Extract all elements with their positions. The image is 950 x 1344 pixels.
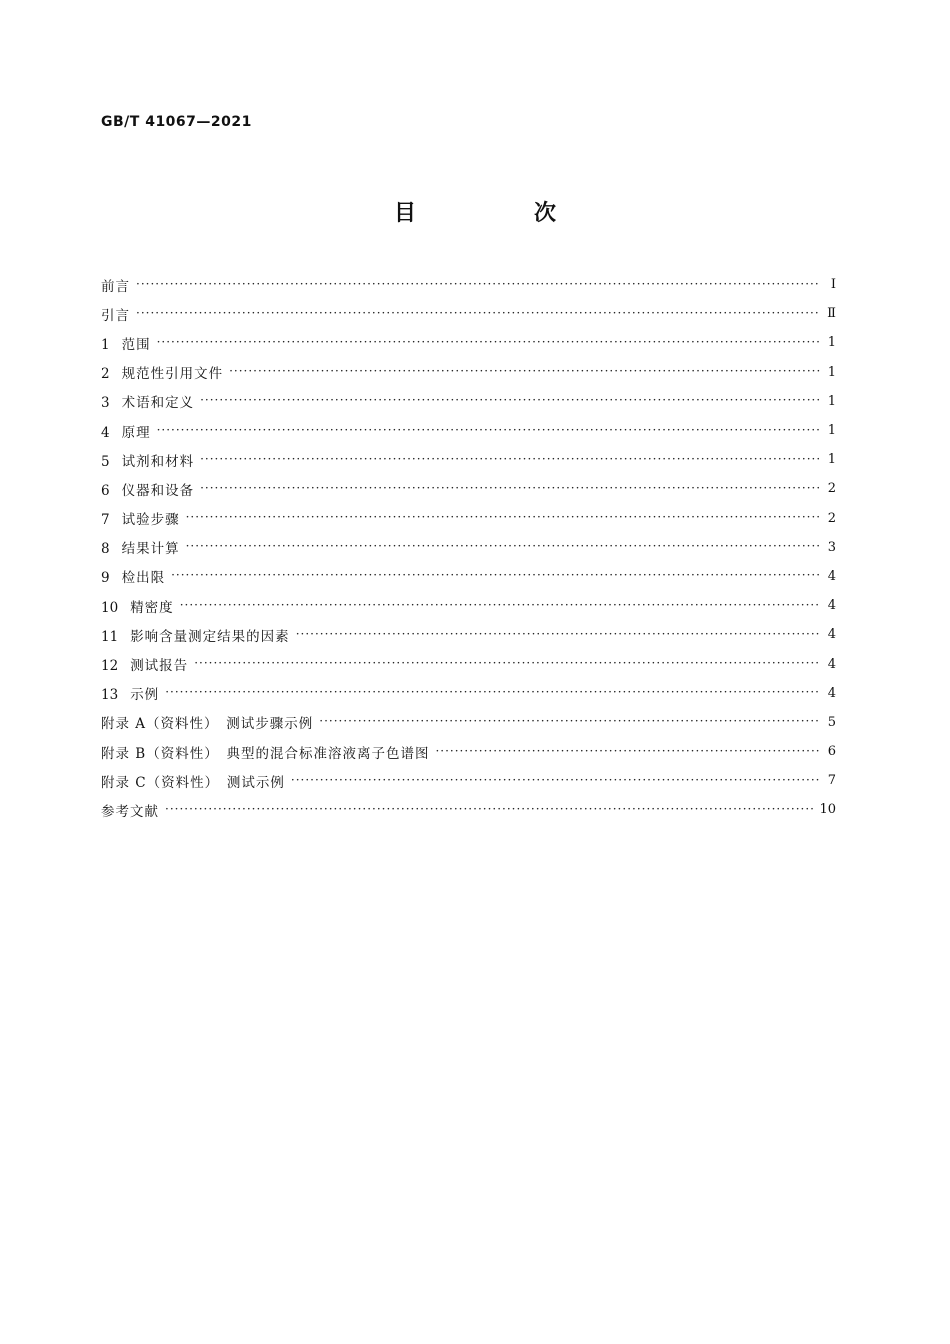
- toc-entry-label: [101, 654, 188, 674]
- toc-entry[interactable]: [101, 679, 836, 708]
- toc-entry-page: 10: [819, 802, 836, 818]
- toc-entry-number: 12: [101, 658, 119, 675]
- toc-entry-page: 1: [827, 335, 836, 351]
- page-title: 目 次: [393, 201, 604, 226]
- toc-entry-page: 7: [827, 773, 836, 789]
- toc-entry-label: [101, 625, 290, 645]
- toc-entry[interactable]: [101, 737, 836, 766]
- toc-entry-number: 2: [101, 366, 110, 383]
- toc-dot-leader: [186, 539, 820, 555]
- toc-entry-label: [101, 333, 151, 353]
- toc-entry-text: 范围: [121, 336, 151, 353]
- toc-dot-leader: [296, 627, 820, 643]
- toc-entry[interactable]: [101, 649, 836, 678]
- toc-entry[interactable]: [101, 474, 836, 503]
- toc-dot-leader: [180, 598, 820, 614]
- toc-entry-page: Ⅰ: [830, 277, 836, 293]
- toc-dot-leader: [165, 802, 813, 818]
- toc-entry-label: [101, 391, 194, 411]
- toc-entry-label: [101, 683, 159, 703]
- toc-entry[interactable]: [101, 445, 836, 474]
- toc-entry-text: 前言: [101, 278, 130, 295]
- toc-entry-label: [101, 421, 151, 441]
- toc-entry[interactable]: [101, 328, 836, 357]
- toc-entry[interactable]: [101, 358, 836, 387]
- toc-entry[interactable]: [101, 708, 836, 737]
- toc-entry-label: [101, 712, 313, 732]
- toc-entry-text: 影响含量测定结果的因素: [130, 628, 290, 645]
- toc-dot-leader: [200, 393, 820, 409]
- toc-dot-leader: [165, 685, 820, 701]
- toc-entry-label: [101, 742, 429, 762]
- toc-dot-leader: [136, 306, 820, 322]
- toc-entry-label: [101, 537, 180, 557]
- toc-entry-number: 4: [101, 424, 110, 441]
- table-of-contents: [101, 270, 836, 825]
- toc-entry-number: 5: [101, 453, 110, 470]
- toc-entry-label: [101, 508, 180, 528]
- toc-entry-label: [101, 479, 194, 499]
- toc-entry-text: 结果计算: [121, 541, 180, 558]
- toc-entry-page: 3: [827, 539, 836, 555]
- toc-dot-leader: [200, 481, 820, 497]
- toc-entry-page: 1: [827, 364, 836, 380]
- toc-entry-text: 术语和定义: [121, 395, 195, 412]
- toc-dot-leader: [200, 452, 820, 468]
- toc-entry[interactable]: [101, 270, 836, 299]
- toc-entry-text: 测试报告: [130, 658, 189, 675]
- toc-entry-number: 7: [101, 512, 110, 529]
- toc-entry-page: 4: [827, 627, 836, 643]
- toc-entry-text: 精密度: [130, 599, 174, 616]
- toc-entry-label: [101, 800, 159, 820]
- toc-entry[interactable]: [101, 504, 836, 533]
- toc-entry-page: 1: [827, 452, 836, 468]
- toc-entry-label: [101, 275, 130, 295]
- toc-entry-number: 3: [101, 395, 110, 412]
- toc-entry[interactable]: [101, 387, 836, 416]
- toc-entry-text: 检出限: [121, 570, 166, 587]
- toc-entry[interactable]: [101, 591, 836, 620]
- toc-entry-number: 6: [101, 482, 110, 499]
- standard-code: GB/T 41067—2021: [101, 114, 252, 130]
- toc-entry-text: 试剂和材料: [121, 453, 195, 470]
- toc-dot-leader: [229, 364, 820, 380]
- toc-entry-text: 附录 A（资料性） 测试步骤示例: [101, 716, 314, 733]
- toc-entry-page: 2: [827, 481, 836, 497]
- toc-dot-leader: [291, 773, 820, 789]
- toc-entry[interactable]: [101, 416, 836, 445]
- toc-entry-page: 4: [827, 685, 836, 701]
- toc-entry-number: 10: [101, 599, 119, 616]
- toc-dot-leader: [136, 277, 820, 293]
- toc-entry[interactable]: [101, 795, 836, 824]
- toc-dot-leader: [157, 423, 820, 439]
- toc-entry-label: [101, 596, 174, 616]
- toc-entry-text: 试验步骤: [121, 512, 180, 529]
- toc-entry-text: 规范性引用文件: [121, 366, 224, 383]
- toc-entry-page: 1: [827, 423, 836, 439]
- toc-entry-page: 4: [827, 598, 836, 614]
- toc-entry-number: 13: [101, 687, 119, 704]
- toc-entry-text: 仪器和设备: [121, 482, 195, 499]
- toc-entry[interactable]: [101, 620, 836, 649]
- toc-entry-number: 11: [101, 628, 119, 645]
- toc-entry-text: 参考文献: [101, 803, 159, 820]
- toc-entry[interactable]: [101, 562, 836, 591]
- toc-entry-page: 5: [827, 714, 836, 730]
- toc-entry-page: 4: [827, 568, 836, 584]
- toc-entry-text: 附录 B（资料性） 典型的混合标准溶液离子色谱图: [101, 745, 430, 762]
- toc-entry-page: Ⅱ: [827, 306, 836, 322]
- toc-entry-label: [101, 450, 194, 470]
- toc-entry[interactable]: [101, 533, 836, 562]
- toc-entry[interactable]: [101, 766, 836, 795]
- toc-entry-page: 6: [827, 744, 836, 760]
- toc-entry-page: 1: [827, 393, 836, 409]
- toc-entry-label: [101, 304, 130, 324]
- toc-entry-label: [101, 362, 223, 382]
- toc-entry-label: [101, 566, 165, 586]
- toc-entry-text: 原理: [121, 424, 151, 441]
- toc-entry[interactable]: [101, 299, 836, 328]
- toc-dot-leader: [186, 510, 820, 526]
- toc-dot-leader: [194, 656, 820, 672]
- toc-dot-leader: [319, 714, 820, 730]
- toc-entry-text: 附录 C（资料性） 测试示例: [101, 774, 285, 791]
- toc-dot-leader: [171, 568, 820, 584]
- toc-dot-leader: [435, 744, 820, 760]
- toc-dot-leader: [157, 335, 820, 351]
- toc-entry-page: 2: [827, 510, 836, 526]
- toc-entry-number: 8: [101, 541, 110, 558]
- toc-entry-text: 示例: [130, 687, 160, 704]
- toc-entry-page: 4: [827, 656, 836, 672]
- toc-entry-text: 引言: [101, 307, 130, 324]
- toc-entry-label: [101, 771, 285, 791]
- toc-entry-number: 9: [101, 570, 110, 587]
- toc-entry-number: 1: [101, 336, 110, 353]
